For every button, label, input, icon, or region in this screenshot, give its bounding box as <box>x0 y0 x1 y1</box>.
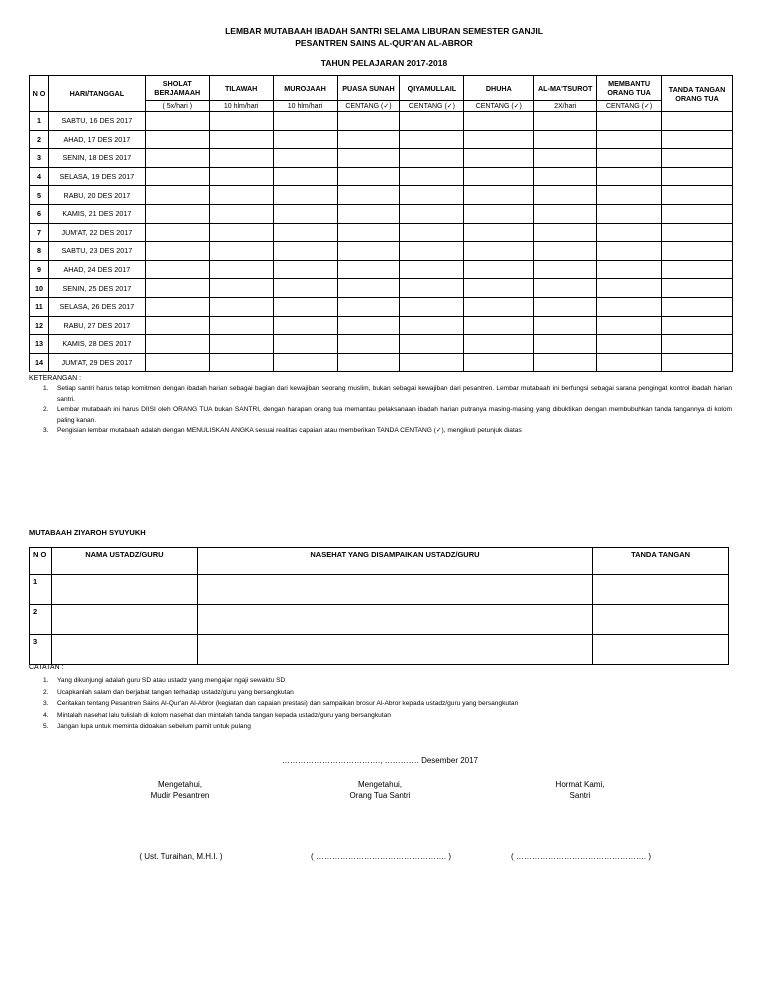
ziyaroh-advice-cell[interactable] <box>197 635 592 665</box>
entry-cell[interactable] <box>400 260 464 279</box>
keterangan-title: KETERANGAN : <box>29 375 82 382</box>
entry-cell[interactable] <box>145 260 209 279</box>
entry-cell[interactable] <box>273 130 337 149</box>
row-no: 3 <box>30 149 49 168</box>
entry-cell[interactable] <box>209 204 273 223</box>
entry-cell[interactable] <box>534 204 597 223</box>
entry-cell[interactable] <box>597 279 662 298</box>
signature-left <box>100 779 260 801</box>
col-target: CENTANG (✓) <box>597 101 662 112</box>
row-date: AHAD, 17 DES 2017 <box>48 130 145 149</box>
entry-cell[interactable] <box>209 186 273 205</box>
entry-cell[interactable] <box>597 223 662 242</box>
entry-cell[interactable] <box>145 316 209 335</box>
ziyaroh-col-advice: NASEHAT YANG DISAMPAIKAN USTADZ/GURU <box>197 548 592 575</box>
entry-cell[interactable] <box>337 297 400 316</box>
entry-cell[interactable] <box>464 223 534 242</box>
entry-cell[interactable] <box>662 149 733 168</box>
col-header: MUROJAAH <box>273 76 337 101</box>
row-date: SELASA, 26 DES 2017 <box>48 297 145 316</box>
entry-cell[interactable] <box>464 186 534 205</box>
signature-right <box>500 779 660 801</box>
col-target: 10 hlm/hari <box>209 101 273 112</box>
row-date: SENIN, 18 DES 2017 <box>48 149 145 168</box>
entry-cell[interactable] <box>337 167 400 186</box>
table-row <box>30 223 733 242</box>
table-row <box>30 242 733 261</box>
entry-cell[interactable] <box>597 242 662 261</box>
entry-cell[interactable] <box>273 260 337 279</box>
entry-cell[interactable] <box>534 149 597 168</box>
signature-right-title: Hormat Kami, <box>555 780 605 789</box>
entry-cell[interactable] <box>534 260 597 279</box>
entry-cell[interactable] <box>597 335 662 354</box>
entry-cell[interactable] <box>597 204 662 223</box>
entry-cell[interactable] <box>145 297 209 316</box>
entry-cell[interactable] <box>597 186 662 205</box>
entry-cell[interactable] <box>534 130 597 149</box>
row-date: SABTU, 16 DES 2017 <box>48 112 145 131</box>
entry-cell[interactable] <box>464 279 534 298</box>
ziyaroh-name-cell[interactable] <box>51 635 197 665</box>
ziyaroh-advice-cell[interactable] <box>197 575 592 605</box>
keterangan-item: 3. Pengisian lembar mutabaah adalah dengan MENULISKAN ANGKA sesuai realitas capaian atau memberikan TANDA CENTANG (✓), mengikuti petunjuk diatas <box>43 427 522 434</box>
row-date: SABTU, 23 DES 2017 <box>48 242 145 261</box>
col-header: SHOLAT BERJAMAAH <box>145 76 209 101</box>
entry-cell[interactable] <box>400 223 464 242</box>
row-no: 5 <box>30 186 49 205</box>
entry-cell[interactable] <box>464 204 534 223</box>
ziyaroh-sign-cell[interactable] <box>593 575 729 605</box>
ziyaroh-sign-cell[interactable] <box>593 635 729 665</box>
ibadah-table <box>29 75 733 372</box>
ziyaroh-sign-cell[interactable] <box>593 605 729 635</box>
entry-cell[interactable] <box>209 260 273 279</box>
signature-right-name: ( …………………………………………. ) <box>511 852 651 861</box>
entry-cell[interactable] <box>597 316 662 335</box>
col-date-header: HARI/TANGGAL <box>48 76 145 112</box>
col-target: 10 hlm/hari <box>273 101 337 112</box>
table-row <box>30 112 733 131</box>
catatan-list <box>29 675 732 733</box>
row-no: 9 <box>30 260 49 279</box>
col-header: QIYAMULLAIL <box>400 76 464 101</box>
signature-left-role: Mudir Pesantren <box>150 791 210 800</box>
col-target: ( 5x/hari ) <box>145 101 209 112</box>
entry-cell[interactable] <box>464 260 534 279</box>
table-row <box>30 260 733 279</box>
row-no: 8 <box>30 242 49 261</box>
entry-cell[interactable] <box>337 186 400 205</box>
entry-cell[interactable] <box>209 297 273 316</box>
catatan-item: 4. Mintalah nasehat lalu tulislah di kolom nasehat dan mintalah tanda tangan kepada ustadz/guru yang bersangkutan <box>43 711 391 719</box>
signature-mid-role: Orang Tua Santri <box>349 791 411 800</box>
doc-academic-year: TAHUN PELAJARAN 2017-2018 <box>320 58 448 68</box>
row-date: JUM'AT, 29 DES 2017 <box>48 353 145 372</box>
entry-cell[interactable] <box>145 242 209 261</box>
entry-cell[interactable] <box>145 130 209 149</box>
entry-cell[interactable] <box>464 316 534 335</box>
entry-cell[interactable] <box>597 149 662 168</box>
entry-cell[interactable] <box>597 297 662 316</box>
entry-cell[interactable] <box>534 353 597 372</box>
table-row <box>30 605 729 635</box>
signature-mid <box>300 779 460 801</box>
entry-cell[interactable] <box>337 223 400 242</box>
date-line: ………………………………., …………. Desember 2017 <box>281 756 479 765</box>
signature-mid-title: Mengetahui, <box>357 780 403 789</box>
keterangan-item: 2. Lembar mutabaah ini harus DIISI oleh ORANG TUA bukan SANTRI, dengan harapan orang tua memantau pelaksanaan ibadah harian putranya masing-masing yang dibuktikan dengan membubuhkan tanda tangannya di kolom paling kanan. <box>43 406 732 424</box>
keterangan-item: 1. Setiap santri harus tetap komitmen dengan ibadah harian sebagai bagian dari kewajiban seorang muslim, bukan sebagai kewajiban dari pesantren. Lembar mutabaah ini berfungsi sebagai sarana pengingat kontrol ibadah harian santri. <box>43 385 732 403</box>
entry-cell[interactable] <box>209 353 273 372</box>
entry-cell[interactable] <box>145 335 209 354</box>
entry-cell[interactable] <box>337 316 400 335</box>
col-header: AL-MA'TSUROT <box>534 76 597 101</box>
catatan-title: CATATAN : <box>29 664 64 671</box>
ziyaroh-name-cell[interactable] <box>51 605 197 635</box>
entry-cell[interactable] <box>209 279 273 298</box>
entry-cell[interactable] <box>145 279 209 298</box>
entry-cell[interactable] <box>534 297 597 316</box>
entry-cell[interactable] <box>209 242 273 261</box>
table-row <box>30 575 729 605</box>
entry-cell[interactable] <box>273 242 337 261</box>
catatan-item: 3. Ceritakan tentang Pesantren Sains Al-Qur'an Al-Abror (kegiatan dan capaian prestasi) dan sampaikan brosur Al-Abror kepada ustadz/guru yang bersangkutan <box>43 700 519 707</box>
ziyaroh-row-no: 1 <box>30 575 52 605</box>
signature-mid-name: ( …………………………………………. ) <box>311 852 451 861</box>
entry-cell[interactable] <box>534 112 597 131</box>
entry-cell[interactable] <box>464 242 534 261</box>
entry-cell[interactable] <box>145 223 209 242</box>
entry-cell[interactable] <box>209 335 273 354</box>
table-row <box>30 635 729 665</box>
table-row <box>30 316 733 335</box>
entry-cell[interactable] <box>400 112 464 131</box>
entry-cell[interactable] <box>662 260 733 279</box>
row-no: 7 <box>30 223 49 242</box>
entry-cell[interactable] <box>400 149 464 168</box>
entry-cell[interactable] <box>662 335 733 354</box>
entry-cell[interactable] <box>464 130 534 149</box>
entry-cell[interactable] <box>400 186 464 205</box>
entry-cell[interactable] <box>534 316 597 335</box>
row-no: 14 <box>30 353 49 372</box>
entry-cell[interactable] <box>534 186 597 205</box>
entry-cell[interactable] <box>337 260 400 279</box>
entry-cell[interactable] <box>145 167 209 186</box>
entry-cell[interactable] <box>273 297 337 316</box>
entry-cell[interactable] <box>273 112 337 131</box>
entry-cell[interactable] <box>400 167 464 186</box>
entry-cell[interactable] <box>597 167 662 186</box>
ziyaroh-advice-cell[interactable] <box>197 605 592 635</box>
doc-title: LEMBAR MUTABAAH IBADAH SANTRI SELAMA LIBURAN SEMESTER GANJIL <box>225 26 543 36</box>
entry-cell[interactable] <box>337 353 400 372</box>
entry-cell[interactable] <box>273 204 337 223</box>
col-target: 2X/hari <box>534 101 597 112</box>
row-no: 2 <box>30 130 49 149</box>
ziyaroh-row-no: 3 <box>30 635 52 665</box>
entry-cell[interactable] <box>534 167 597 186</box>
doc-school-name: PESANTREN SAINS AL-QUR'AN AL-ABROR <box>295 38 473 48</box>
entry-cell[interactable] <box>534 223 597 242</box>
entry-cell[interactable] <box>337 204 400 223</box>
entry-cell[interactable] <box>400 353 464 372</box>
row-no: 10 <box>30 279 49 298</box>
entry-cell[interactable] <box>273 186 337 205</box>
entry-cell[interactable] <box>534 335 597 354</box>
entry-cell[interactable] <box>662 353 733 372</box>
row-date: RABU, 20 DES 2017 <box>48 186 145 205</box>
row-no: 11 <box>30 297 49 316</box>
entry-cell[interactable] <box>662 204 733 223</box>
entry-cell[interactable] <box>662 316 733 335</box>
entry-cell[interactable] <box>662 297 733 316</box>
ziyaroh-title: MUTABAAH ZIYAROH SYUYUKH <box>29 528 146 537</box>
row-date: SENIN, 25 DES 2017 <box>48 279 145 298</box>
entry-cell[interactable] <box>145 204 209 223</box>
col-target: CENTANG (✓) <box>400 101 464 112</box>
col-target: CENTANG (✓) <box>337 101 400 112</box>
entry-cell[interactable] <box>273 223 337 242</box>
entry-cell[interactable] <box>597 130 662 149</box>
entry-cell[interactable] <box>145 112 209 131</box>
entry-cell[interactable] <box>337 112 400 131</box>
catatan-item: 1. Yang dikunjungi adalah guru SD atau ustadz yang mengajar ngaji sewaktu SD <box>43 677 286 684</box>
table-row <box>30 335 733 354</box>
entry-cell[interactable] <box>337 242 400 261</box>
col-header: PUASA SUNAH <box>337 76 400 101</box>
col-target: CENTANG (✓) <box>464 101 534 112</box>
row-no: 6 <box>30 204 49 223</box>
entry-cell[interactable] <box>400 204 464 223</box>
signature-left-title: Mengetahui, <box>157 780 203 789</box>
ziyaroh-col-no: N O <box>30 548 52 575</box>
entry-cell[interactable] <box>662 167 733 186</box>
row-no: 1 <box>30 112 49 131</box>
entry-cell[interactable] <box>145 149 209 168</box>
entry-cell[interactable] <box>273 335 337 354</box>
row-date: KAMIS, 21 DES 2017 <box>48 204 145 223</box>
ziyaroh-col-sign: TANDA TANGAN <box>593 548 729 575</box>
table-row <box>30 130 733 149</box>
entry-cell[interactable] <box>209 112 273 131</box>
entry-cell[interactable] <box>400 130 464 149</box>
ziyaroh-col-name: NAMA USTADZ/GURU <box>51 548 197 575</box>
entry-cell[interactable] <box>662 186 733 205</box>
entry-cell[interactable] <box>273 316 337 335</box>
entry-cell[interactable] <box>534 242 597 261</box>
table-row <box>30 204 733 223</box>
entry-cell[interactable] <box>145 353 209 372</box>
entry-cell[interactable] <box>400 316 464 335</box>
ziyaroh-name-cell[interactable] <box>51 575 197 605</box>
entry-cell[interactable] <box>145 186 209 205</box>
col-header: DHUHA <box>464 76 534 101</box>
catatan-item: 2. Ucapkanlah salam dan berjabat tangan terhadap ustadz/guru yang bersangkutan <box>43 688 294 696</box>
entry-cell[interactable] <box>464 353 534 372</box>
entry-cell[interactable] <box>273 279 337 298</box>
entry-cell[interactable] <box>597 353 662 372</box>
entry-cell[interactable] <box>662 112 733 131</box>
row-date: RABU, 27 DES 2017 <box>48 316 145 335</box>
entry-cell[interactable] <box>534 279 597 298</box>
entry-cell[interactable] <box>662 223 733 242</box>
col-sign-header: TANDA TANGAN ORANG TUA <box>662 76 733 112</box>
table-row <box>30 353 733 372</box>
row-date: JUM'AT, 22 DES 2017 <box>48 223 145 242</box>
table-row <box>30 167 733 186</box>
entry-cell[interactable] <box>273 149 337 168</box>
entry-cell[interactable] <box>400 279 464 298</box>
signature-right-role: Santri <box>569 791 591 800</box>
catatan-item: 5. Jangan lupa untuk meminta didoakan sebelum pamit untuk pulang <box>43 723 251 730</box>
entry-cell[interactable] <box>400 242 464 261</box>
entry-cell[interactable] <box>464 167 534 186</box>
signature-left-name: ( Ust. Turaihan, M.H.I. ) <box>139 852 223 861</box>
row-no: 12 <box>30 316 49 335</box>
entry-cell[interactable] <box>662 242 733 261</box>
row-date: SELASA, 19 DES 2017 <box>48 167 145 186</box>
entry-cell[interactable] <box>662 279 733 298</box>
table-row <box>30 297 733 316</box>
keterangan-list <box>29 384 732 437</box>
row-date: AHAD, 24 DES 2017 <box>48 260 145 279</box>
col-no-header: N O <box>30 76 49 112</box>
row-no: 13 <box>30 335 49 354</box>
col-header: MEMBANTU ORANG TUA <box>597 76 662 101</box>
entry-cell[interactable] <box>464 335 534 354</box>
entry-cell[interactable] <box>337 130 400 149</box>
entry-cell[interactable] <box>209 130 273 149</box>
entry-cell[interactable] <box>209 167 273 186</box>
entry-cell[interactable] <box>273 353 337 372</box>
entry-cell[interactable] <box>400 335 464 354</box>
entry-cell[interactable] <box>597 112 662 131</box>
entry-cell[interactable] <box>464 149 534 168</box>
table-row <box>30 149 733 168</box>
entry-cell[interactable] <box>209 316 273 335</box>
entry-cell[interactable] <box>464 112 534 131</box>
entry-cell[interactable] <box>597 260 662 279</box>
entry-cell[interactable] <box>337 149 400 168</box>
table-row <box>30 186 733 205</box>
ziyaroh-row-no: 2 <box>30 605 52 635</box>
row-no: 4 <box>30 167 49 186</box>
entry-cell[interactable] <box>209 223 273 242</box>
entry-cell[interactable] <box>337 335 400 354</box>
col-header: TILAWAH <box>209 76 273 101</box>
entry-cell[interactable] <box>337 279 400 298</box>
entry-cell[interactable] <box>662 130 733 149</box>
entry-cell[interactable] <box>400 297 464 316</box>
entry-cell[interactable] <box>273 167 337 186</box>
entry-cell[interactable] <box>209 149 273 168</box>
row-date: KAMIS, 28 DES 2017 <box>48 335 145 354</box>
table-row <box>30 279 733 298</box>
ziyaroh-table <box>29 547 729 665</box>
entry-cell[interactable] <box>464 297 534 316</box>
